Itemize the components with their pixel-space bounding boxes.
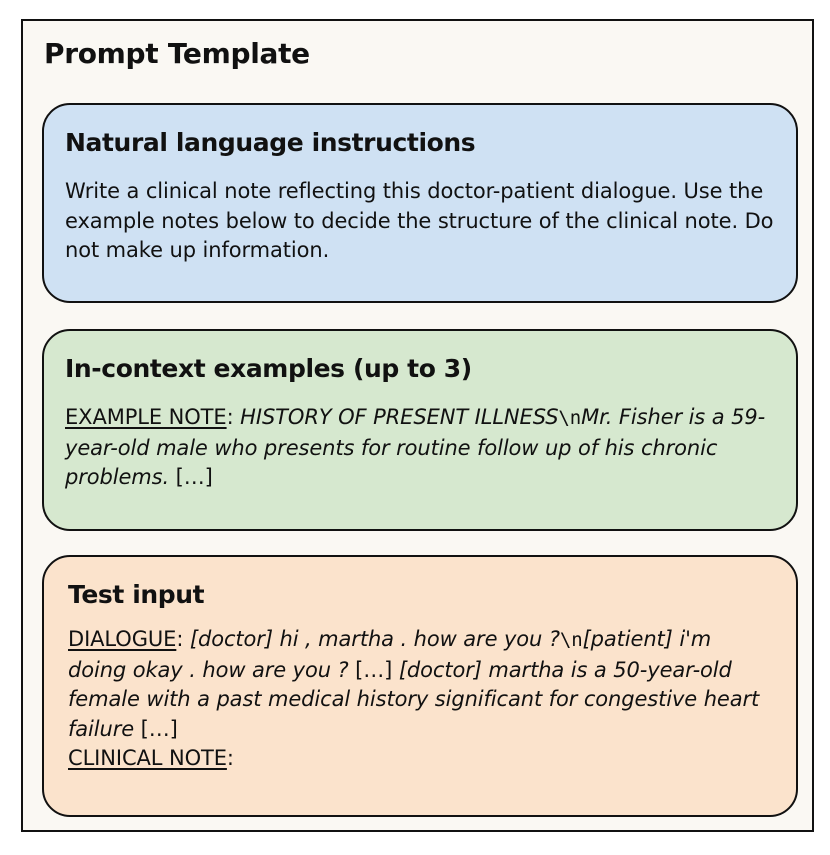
instructions-panel <box>42 103 798 303</box>
dialogue-text-3: [doctor] martha is a 50-year-old female with a past medical history significant for congestive heart failure <box>68 657 760 741</box>
example-separator: : <box>226 405 241 429</box>
dialogue-text-1: [doctor] hi , martha . how are you ? <box>189 627 560 651</box>
examples-heading: In-context examples (up to 3) <box>65 354 472 383</box>
example-note-text <box>65 403 774 493</box>
dialogue-newline-token: \n <box>559 629 583 651</box>
prompt-template-frame <box>21 19 814 832</box>
template-title: Prompt Template <box>44 37 310 70</box>
example-ellipsis: […] <box>169 465 213 489</box>
example-newline-token: \n <box>558 407 582 429</box>
example-note-label: EXAMPLE NOTE <box>65 405 227 429</box>
example-text-1: HISTORY OF PRESENT ILLNESS <box>240 405 559 429</box>
dialogue-separator: : <box>176 627 190 651</box>
test-input-heading: Test input <box>68 580 205 609</box>
dialogue-text <box>68 625 774 774</box>
instructions-body: Write a clinical note reflecting this doctor-patient dialogue. Use the example notes below to decide the structure of the clinical note. Do not make up information. <box>65 179 774 262</box>
dialogue-label: DIALOGUE <box>68 627 177 651</box>
clinical-note-suffix: : <box>226 746 234 770</box>
examples-panel <box>42 329 798 531</box>
dialogue-ellipsis-1: […] <box>348 657 399 682</box>
instructions-heading: Natural language instructions <box>65 128 476 157</box>
dialogue-ellipsis-2: […] <box>134 716 178 741</box>
clinical-note-label: CLINICAL NOTE <box>68 746 227 770</box>
dialogue-text-2: [patient] i'm doing okay . how are you ? <box>68 627 712 682</box>
example-text-2: Mr. Fisher is a 59-year-old male who presents for routine follow up of his chronic problems. <box>65 405 766 489</box>
test-input-panel <box>42 555 798 817</box>
